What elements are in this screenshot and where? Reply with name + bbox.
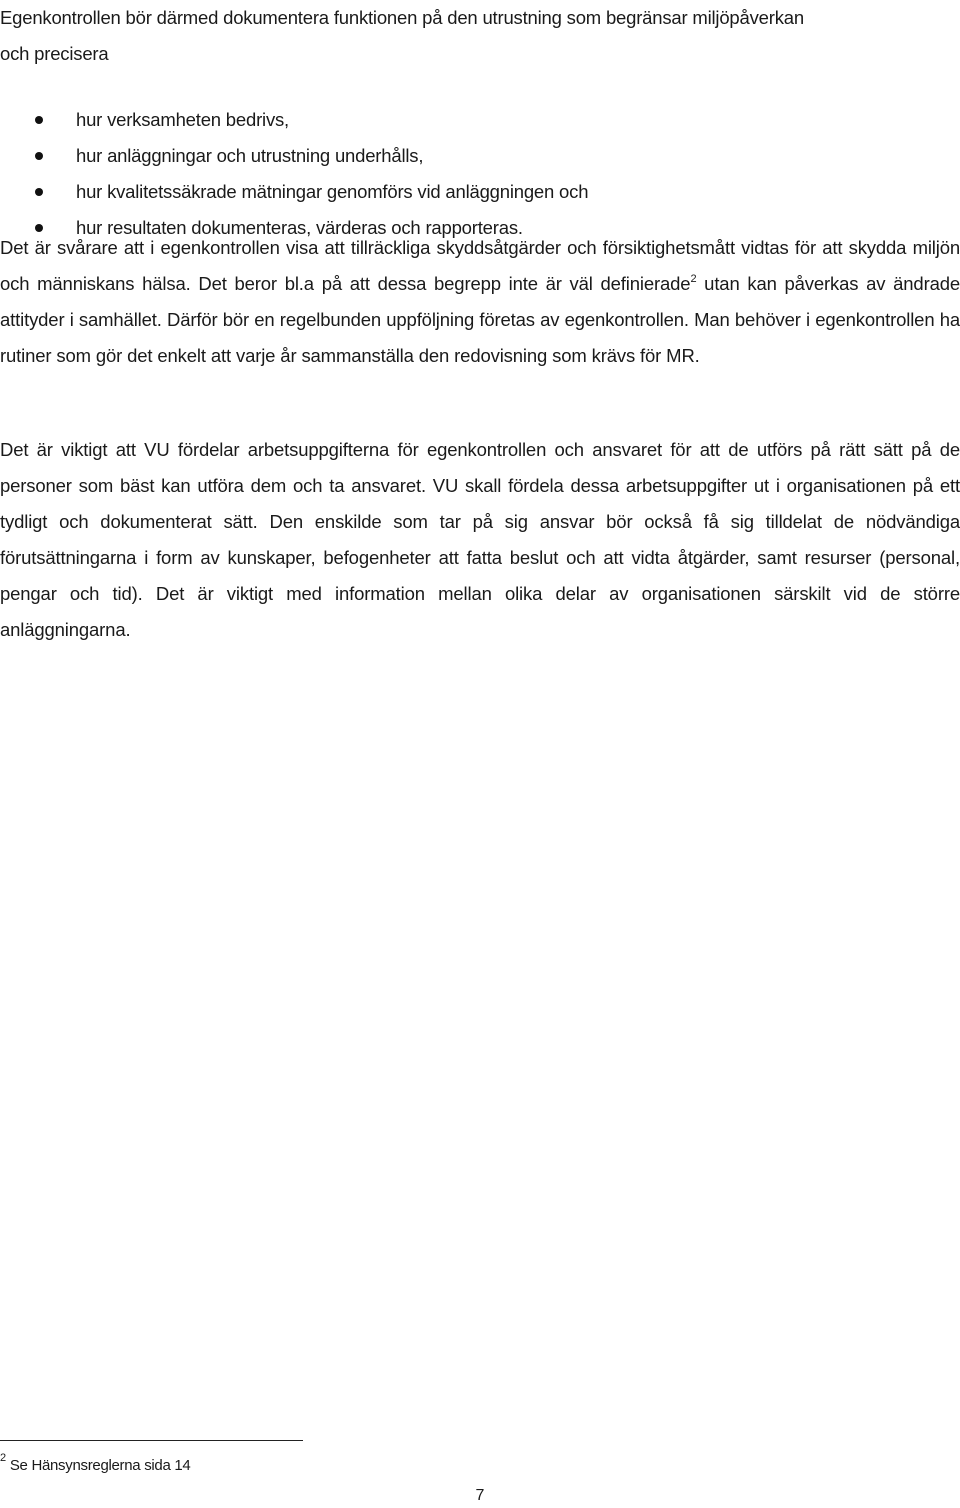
intro-text xyxy=(0,0,960,72)
paragraph-1 xyxy=(0,230,960,374)
bullet-list xyxy=(0,102,960,246)
footnote-divider xyxy=(0,1440,303,1441)
footnote-text: Se Hänsynsreglerna sida 14 xyxy=(9,1457,191,1474)
paragraph-2: Det är viktigt att VU fördelar arbetsuppgifterna för egenkontrollen och ansvaret för att de utförs på rätt sätt på de personer som bäst kan utföra dem och ta ansvaret. VU skall fördela dessa arbetsuppgifter ut i organisationen på ett tydligt och dokumenterat sätt. Den enskilde som tar på sig ansvar bör också få sig tilldelat de nödvändiga förutsättningarna i form av kunskaper, befogenheter att fatta beslut och att vidta åtgärder, samt resurser (personal, pengar och tid). Det är viktigt med information mellan olika delar av organisationen särskilt vid de större anläggningarna. xyxy=(0,439,960,640)
list-item-text: hur kvalitetssäkrade mätningar genomförs vid anläggningen och xyxy=(76,181,589,202)
bullet-icon xyxy=(35,116,43,124)
intro-line-1: Egenkontrollen bör därmed dokumentera funktionen på den utrustning som begränsar miljöpåverkan xyxy=(0,7,804,28)
footnote-reference[interactable]: 2 xyxy=(690,273,697,285)
bullet-icon xyxy=(35,152,43,160)
list-item xyxy=(0,174,960,210)
footnote xyxy=(0,1446,190,1478)
bullet-icon xyxy=(35,188,43,196)
list-item xyxy=(0,138,960,174)
list-item-text: hur verksamheten bedrivs, xyxy=(76,109,289,130)
intro-line-2: och precisera xyxy=(0,43,109,64)
paragraph-1-text-a: Det är svårare att i egenkontrollen visa att tillräckliga skyddsåtgärder och försiktighetsmått vidtas för att skydda miljön och människans hälsa. Det beror bl.a på att dessa begrepp inte är väl definierade xyxy=(0,237,960,294)
list-item xyxy=(0,102,960,138)
list-item-text: hur anläggningar och utrustning underhålls, xyxy=(76,145,424,166)
footnote-mark: 2 xyxy=(0,1452,6,1464)
list-item-text: hur resultaten dokumenteras, värderas och rapporteras. xyxy=(76,217,523,238)
page-number: 7 xyxy=(475,1487,485,1504)
paragraph-1-text-b: utan kan påverkas av ändrade attityder i samhället. Därför bör en regelbunden uppföljning företas av egenkontrollen. Man behöver i egenkontrollen ha rutiner som gör det enkelt att varje år sammanställa den redovisning som krävs för MR. xyxy=(0,273,960,366)
